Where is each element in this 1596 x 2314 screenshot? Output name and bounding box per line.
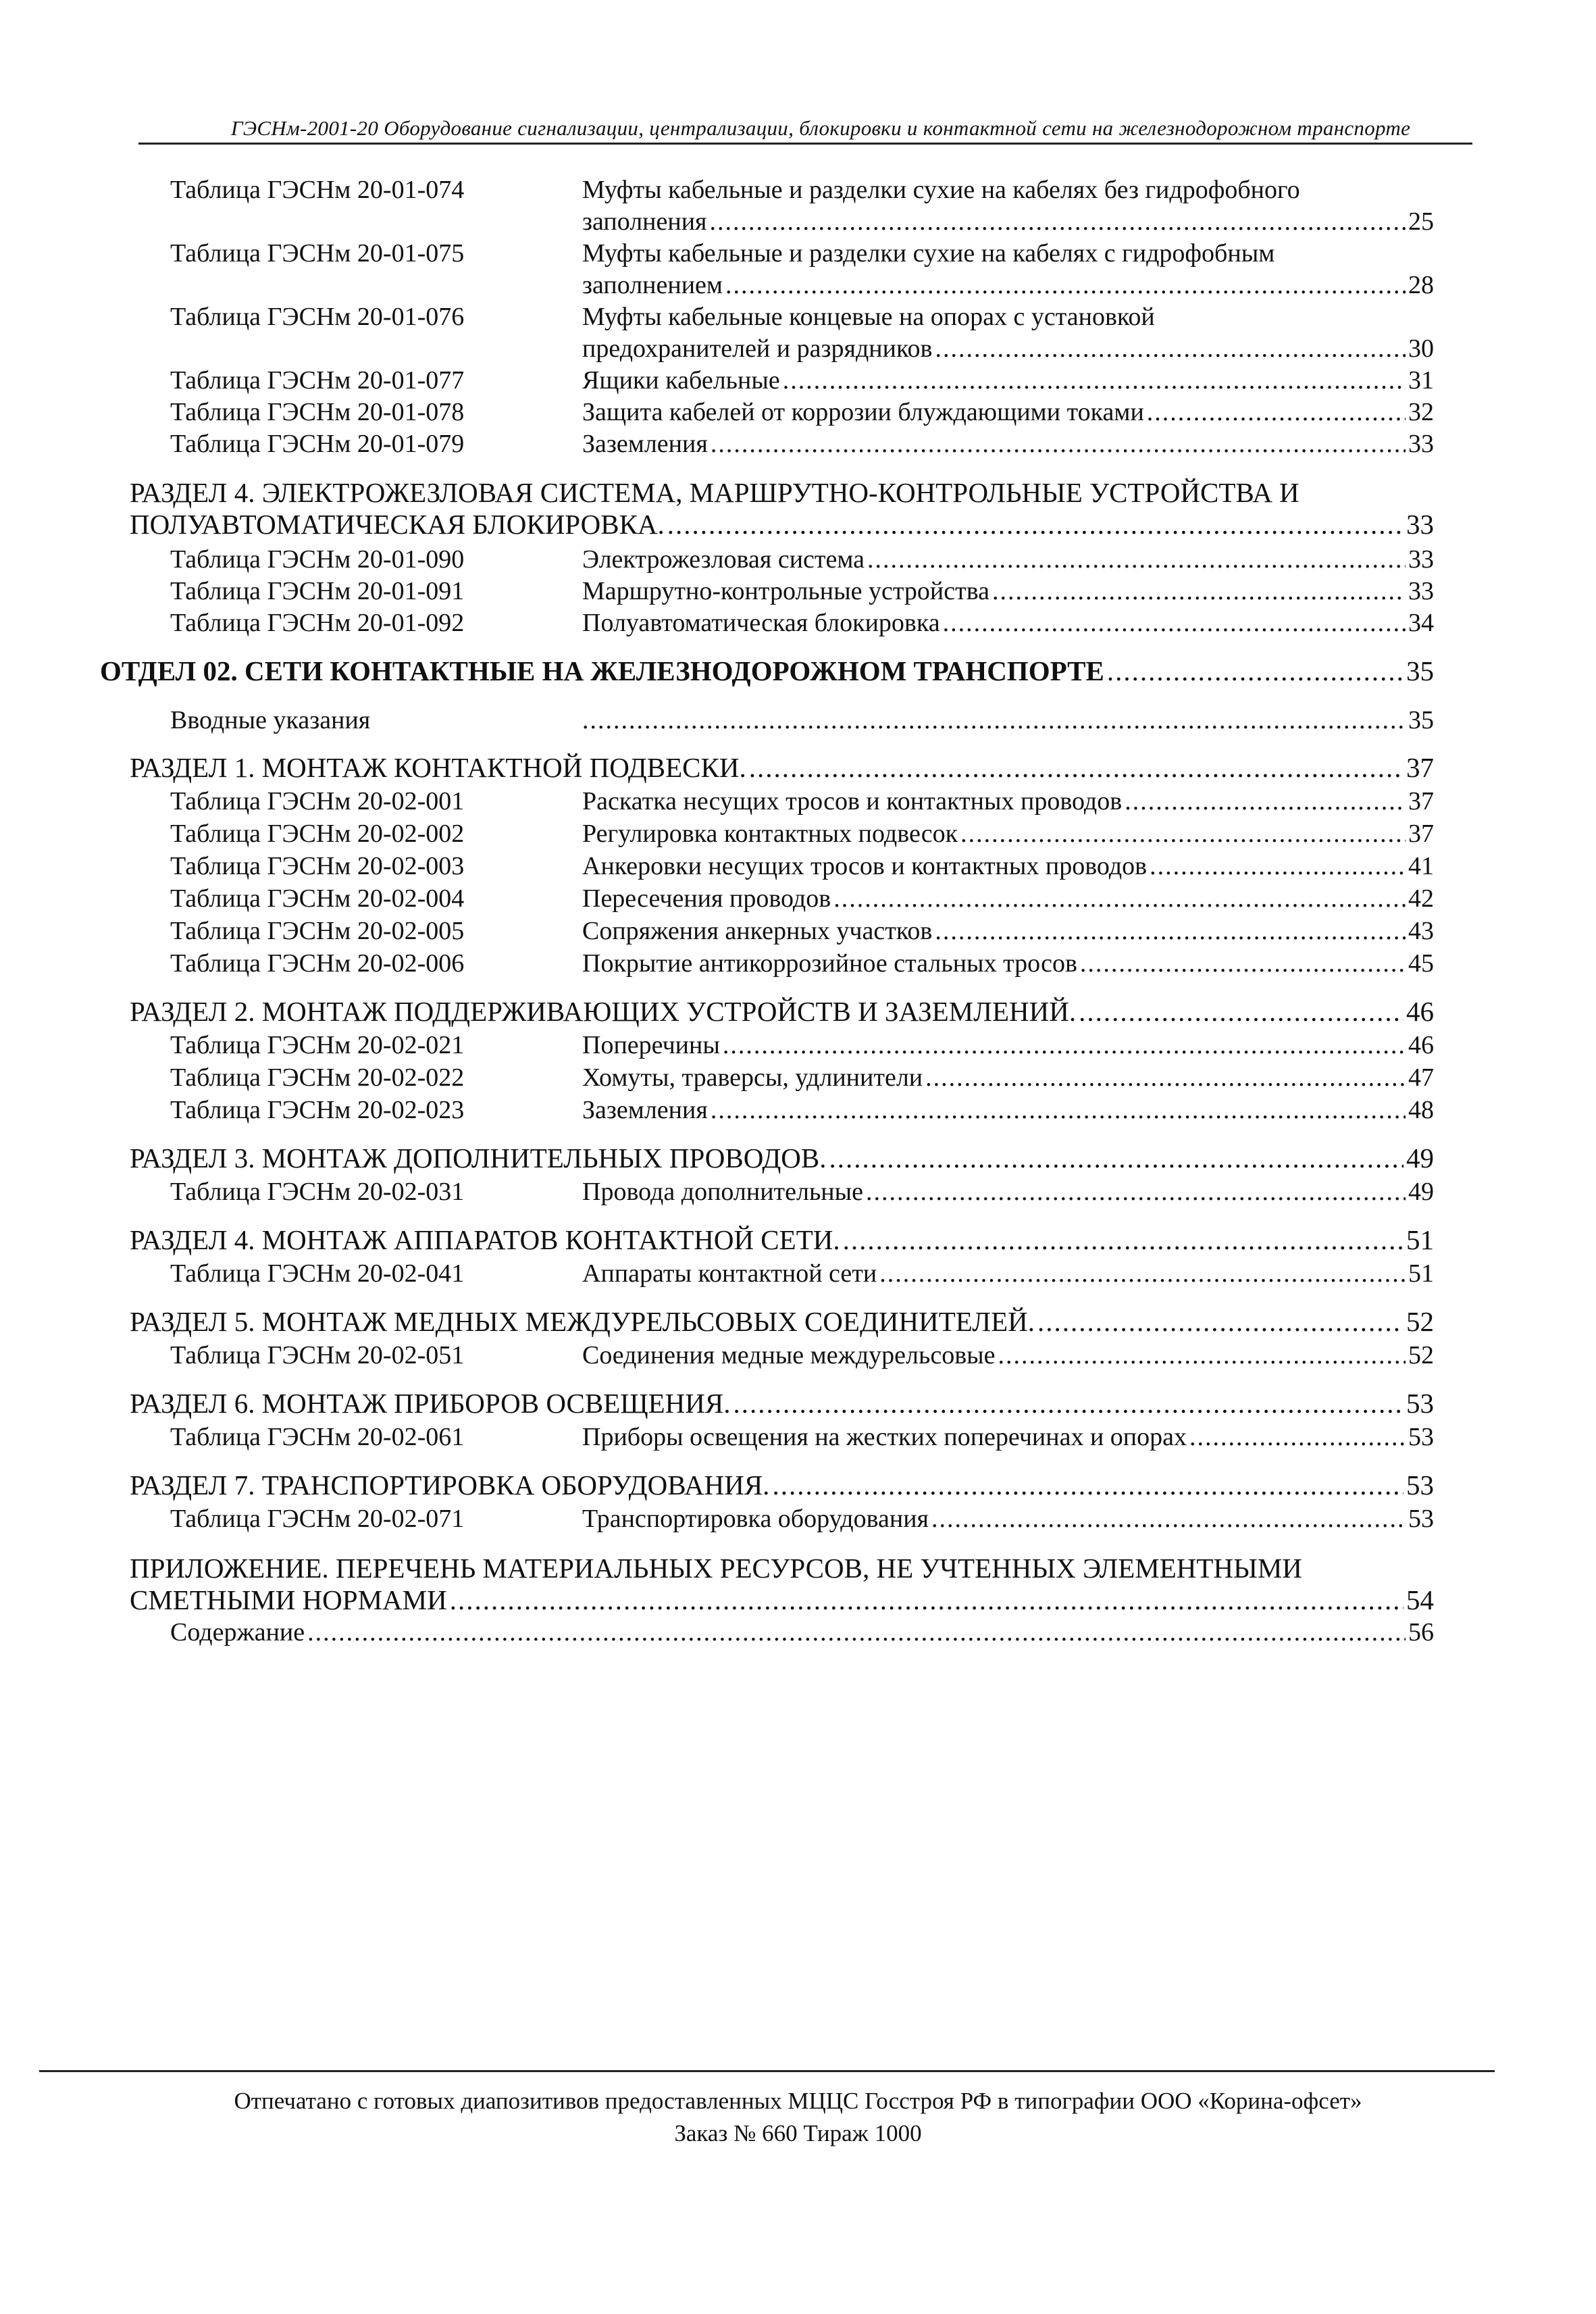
dot-leader: [783, 365, 1406, 396]
table-title: Анкеровки несущих тросов и контактных проводов: [582, 852, 1148, 880]
table-code: Таблица ГЭСНм 20-02-004: [170, 884, 465, 913]
page-number: 33: [1408, 577, 1434, 605]
page-number: 35: [1408, 706, 1434, 734]
toc-entry[interactable]: [582, 851, 1434, 882]
table-code: Таблица ГЭСНм 20-02-051: [170, 1341, 465, 1369]
table-code: Таблица ГЭСНм 20-01-077: [170, 366, 465, 395]
page-number: 33: [1408, 545, 1434, 574]
section-heading: РАЗДЕЛ 3. МОНТАЖ ДОПОЛНИТЕЛЬНЫХ ПРОВОДОВ.: [130, 1142, 827, 1174]
table-code: Таблица ГЭСНм 20-01-091: [170, 577, 465, 605]
page-number: 34: [1408, 609, 1434, 637]
page-number: 53: [1406, 1469, 1434, 1501]
section-heading: РАЗДЕЛ 6. МОНТАЖ ПРИБОРОВ ОСВЕЩЕНИЯ.: [130, 1388, 731, 1419]
page-number: 53: [1408, 1505, 1434, 1533]
table-title: Муфты кабельные концевые на опорах с установкой: [582, 303, 1155, 331]
dot-leader: [879, 1258, 1406, 1289]
toc-entry[interactable]: [582, 428, 1434, 459]
printer-note: Отпечатано с готовых диапозитивов предоставленных МЦЦС Госстроя РФ в типографии ООО «Корина-офсет»: [234, 2088, 1362, 2114]
table-code: Таблица ГЭСНм 20-01-075: [170, 239, 465, 268]
section-heading-cont: ПОЛУАВТОМАТИЧЕСКАЯ БЛОКИРОВКА.: [130, 509, 665, 540]
dot-leader: [1189, 1422, 1406, 1453]
toc-entry[interactable]: [582, 948, 1434, 979]
page-number: 49: [1408, 1178, 1434, 1206]
dot-leader: [935, 333, 1406, 364]
dot-leader: [772, 1469, 1404, 1501]
table-code: Таблица ГЭСНм 20-02-031: [170, 1178, 465, 1206]
running-header: ГЭСНм-2001-20 Оборудование сигнализации, централизации, блокировки и контактной сети на железнодорожном транспорте: [230, 116, 1411, 140]
toc-entry[interactable]: [582, 1095, 1434, 1126]
dot-leader: [935, 915, 1406, 947]
table-code: Таблица ГЭСНм 20-02-021: [170, 1031, 465, 1059]
toc-entry[interactable]: [582, 365, 1434, 396]
dot-leader: [925, 1062, 1406, 1093]
table-code: Таблица ГЭСНм 20-01-090: [170, 545, 465, 574]
table-title-cont: заполнения: [582, 207, 707, 236]
dot-leader: [829, 1142, 1404, 1174]
table-code: Таблица ГЭСНм 20-02-003: [170, 852, 465, 880]
dot-leader: [711, 428, 1406, 459]
section-heading: РАЗДЕЛ 5. МОНТАЖ МЕДНЫХ МЕЖДУРЕЛЬСОВЫХ СОЕДИНИТЕЛЕЙ.: [130, 1306, 1035, 1337]
footer-rule: [39, 2070, 1495, 2072]
table-code: Таблица ГЭСНм 20-01-092: [170, 609, 465, 637]
appendix-heading-cont: СМЕТНЫМИ НОРМАМИ: [130, 1584, 447, 1615]
appendix-heading: ПРИЛОЖЕНИЕ. ПЕРЕЧЕНЬ МАТЕРИАЛЬНЫХ РЕСУРСОВ, НЕ УЧТЕННЫХ ЭЛЕМЕНТНЫМИ: [130, 1553, 1302, 1584]
toc-entry[interactable]: [130, 996, 1434, 1027]
toc-entry[interactable]: [582, 1030, 1434, 1061]
dot-leader: [931, 1503, 1406, 1534]
dot-leader: [749, 752, 1404, 783]
dot-leader: [307, 1617, 1406, 1648]
section-heading: РАЗДЕЛ 2. МОНТАЖ ПОДДЕРЖИВАЮЩИХ УСТРОЙСТВ И ЗАЗЕМЛЕНИЙ.: [130, 996, 1077, 1027]
dot-leader: [833, 883, 1406, 914]
table-code: Таблица ГЭСНм 20-02-001: [170, 787, 465, 815]
page-number: 28: [1408, 271, 1434, 299]
dot-leader: [1125, 786, 1406, 817]
toc-entry[interactable]: [582, 576, 1434, 607]
toc-entry[interactable]: [582, 1258, 1434, 1289]
dot-leader: [1150, 851, 1406, 882]
table-title: Провода дополнительные: [582, 1178, 864, 1206]
dot-leader: [1080, 948, 1406, 979]
page-number: 52: [1408, 1341, 1434, 1369]
page-number: 42: [1408, 884, 1434, 913]
page-number: 49: [1406, 1142, 1434, 1174]
toc-entry[interactable]: [582, 1176, 1434, 1207]
page-number: 46: [1408, 1031, 1434, 1059]
table-code: Таблица ГЭСНм 20-02-006: [170, 949, 465, 978]
page-number: 31: [1408, 366, 1434, 395]
page-number: 46: [1406, 996, 1434, 1027]
toc-entry[interactable]: [170, 1617, 1434, 1648]
intro-label: Вводные указания: [170, 706, 371, 734]
toc-entry[interactable]: [582, 883, 1434, 914]
toc-entry[interactable]: [582, 1422, 1434, 1453]
page-number: 51: [1408, 1259, 1434, 1288]
table-title: Сопряжения анкерных участков: [582, 917, 933, 945]
toc-entry[interactable]: [130, 1584, 1434, 1615]
table-code: Таблица ГЭСНм 20-01-074: [170, 176, 465, 204]
toc-entry[interactable]: [100, 655, 1434, 686]
page-number: 33: [1406, 509, 1434, 540]
table-code: Таблица ГЭСНм 20-01-079: [170, 430, 465, 458]
table-code: Таблица ГЭСНм 20-01-076: [170, 303, 465, 331]
table-title: Заземления: [582, 430, 708, 458]
page-number: 54: [1406, 1584, 1434, 1615]
toc-entry[interactable]: [130, 1142, 1434, 1174]
dot-leader: [866, 1176, 1406, 1207]
page-number: 41: [1408, 852, 1434, 880]
page-number: 37: [1406, 752, 1434, 783]
page-number: 56: [1408, 1618, 1434, 1646]
toc-entry[interactable]: [582, 206, 1434, 237]
toc-entry[interactable]: [582, 270, 1434, 301]
section-heading: РАЗДЕЛ 4. ЭЛЕКТРОЖЕЗЛОВАЯ СИСТЕМА, МАРШРУТНО-КОНТРОЛЬНЫЕ УСТРОЙСТВА И: [130, 477, 1299, 508]
dot-leader: [710, 206, 1406, 237]
table-title: Соединения медные междурельсовые: [582, 1341, 996, 1369]
table-title: Пересечения проводов: [582, 884, 831, 913]
page-number: 30: [1408, 334, 1434, 363]
toc-entry[interactable]: [582, 333, 1434, 364]
toc-entry[interactable]: [582, 818, 1434, 849]
table-title: Муфты кабельные и разделки сухие на кабелях с гидрофобным: [582, 239, 1275, 268]
page-number: 35: [1406, 655, 1434, 686]
table-title: Электрожезловая система: [582, 545, 865, 574]
page-number: 47: [1408, 1063, 1434, 1092]
page-number: 37: [1408, 787, 1434, 815]
page-number: 25: [1408, 207, 1434, 236]
page-number: 48: [1408, 1096, 1434, 1124]
dot-leader: [733, 1388, 1404, 1419]
toc-entry[interactable]: [582, 544, 1434, 575]
section-heading: РАЗДЕЛ 7. ТРАНСПОРТИРОВКА ОБОРУДОВАНИЯ.: [130, 1469, 770, 1501]
contents-label: Содержание: [170, 1618, 305, 1646]
page-number: 43: [1408, 917, 1434, 945]
toc-entry[interactable]: [130, 752, 1434, 783]
table-title: Защита кабелей от коррозии блуждающими токами: [582, 398, 1144, 426]
table-code: Таблица ГЭСНм 20-02-041: [170, 1259, 465, 1288]
dot-leader: [1037, 1306, 1404, 1337]
toc-entry[interactable]: [582, 1340, 1434, 1371]
table-title: Поперечины: [582, 1031, 720, 1059]
table-code: Таблица ГЭСНм 20-02-022: [170, 1063, 465, 1092]
table-code: Таблица ГЭСНм 20-02-071: [170, 1505, 465, 1533]
section-heading: РАЗДЕЛ 4. МОНТАЖ АППАРАТОВ КОНТАКТНОЙ СЕТИ.: [130, 1224, 840, 1255]
toc-entry[interactable]: [582, 1062, 1434, 1093]
toc-entry[interactable]: [582, 607, 1434, 638]
page-number: 33: [1408, 430, 1434, 458]
dot-leader: [723, 1030, 1406, 1061]
dot-leader: [843, 1224, 1404, 1255]
dot-leader: [725, 270, 1406, 301]
table-title: Муфты кабельные и разделки сухие на кабелях без гидрофобного: [582, 176, 1300, 204]
toc-entry[interactable]: [582, 397, 1434, 428]
table-code: Таблица ГЭСНм 20-02-023: [170, 1096, 465, 1124]
dot-leader: [867, 544, 1406, 575]
toc-entry[interactable]: [582, 1503, 1434, 1534]
page-number: 45: [1408, 949, 1434, 978]
table-code: Таблица ГЭСНм 20-02-005: [170, 917, 465, 945]
table-title: Регулировка контактных подвесок: [582, 820, 958, 848]
dot-leader: [450, 1584, 1404, 1615]
toc-entry[interactable]: [130, 1388, 1434, 1419]
dot-leader: [582, 705, 1406, 736]
table-code: Таблица ГЭСНм 20-02-061: [170, 1423, 465, 1451]
toc-entry[interactable]: [130, 1306, 1434, 1337]
toc-entry[interactable]: [130, 1224, 1434, 1255]
table-title-cont: предохранителей и разрядников: [582, 334, 933, 363]
toc-entry[interactable]: [582, 705, 1434, 736]
page-number: 37: [1408, 820, 1434, 848]
page-number: 53: [1408, 1423, 1434, 1451]
dot-leader: [1079, 996, 1404, 1027]
table-title: Хомуты, траверсы, удлинители: [582, 1063, 923, 1092]
table-code: Таблица ГЭСНм 20-01-078: [170, 398, 465, 426]
section-heading: РАЗДЕЛ 1. МОНТАЖ КОНТАКТНОЙ ПОДВЕСКИ.: [130, 752, 746, 783]
dot-leader: [1147, 397, 1406, 428]
dot-leader: [1107, 655, 1404, 686]
table-code: Таблица ГЭСНм 20-02-002: [170, 820, 465, 848]
dot-leader: [960, 818, 1406, 849]
table-title: Ящики кабельные: [582, 366, 780, 395]
table-title: Аппараты контактной сети: [582, 1259, 877, 1288]
page-number: 32: [1408, 398, 1434, 426]
table-title: Раскатка несущих тросов и контактных проводов: [582, 787, 1123, 815]
table-title: Полуавтоматическая блокировка: [582, 609, 940, 637]
table-title: Транспортировка оборудования: [582, 1505, 929, 1533]
table-title: Приборы освещения на жестких поперечинах и опорах: [582, 1423, 1187, 1451]
table-title-cont: заполнением: [582, 271, 723, 299]
dot-leader: [992, 576, 1406, 607]
table-title: Покрытие антикоррозийное стальных тросов: [582, 949, 1077, 978]
dot-leader: [667, 509, 1404, 540]
dot-leader: [711, 1095, 1406, 1126]
page-number: 52: [1406, 1306, 1434, 1337]
toc-entry[interactable]: [130, 509, 1434, 540]
order-info: Заказ № 660 Тираж 1000: [674, 2120, 922, 2146]
toc-entry[interactable]: [130, 1469, 1434, 1501]
dot-leader: [943, 607, 1406, 638]
table-title: Маршрутно-контрольные устройства: [582, 577, 990, 605]
dot-leader: [998, 1340, 1406, 1371]
page-number: 51: [1406, 1224, 1434, 1255]
division-heading: ОТДЕЛ 02. СЕТИ КОНТАКТНЫЕ НА ЖЕЛЕЗНОДОРОЖНОМ ТРАНСПОРТЕ: [100, 655, 1104, 686]
table-title: Заземления: [582, 1096, 708, 1124]
header-rule: [138, 143, 1472, 145]
page-number: 53: [1406, 1388, 1434, 1419]
toc-entry[interactable]: [582, 786, 1434, 817]
toc-entry[interactable]: [582, 915, 1434, 947]
